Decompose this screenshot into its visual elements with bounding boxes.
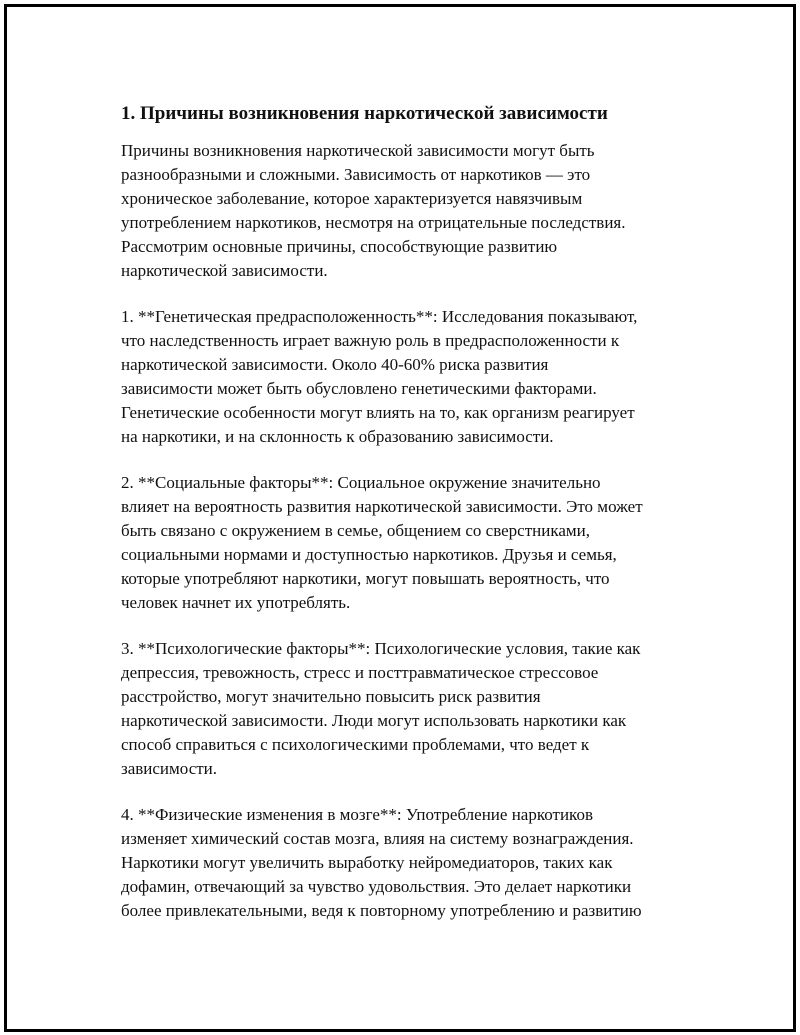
text-line: зависимости. — [121, 759, 218, 778]
section-heading: 1. Причины возникновения наркотической зависимости — [121, 103, 608, 124]
text-line: 4. **Физические изменения в мозге**: Употребление наркотиков — [121, 805, 593, 824]
text-line: зависимости может быть обусловлено генетическими факторами. — [121, 379, 597, 398]
text-line: что наследственность играет важную роль в предрасположенности к — [121, 331, 620, 350]
text-line: способ справиться с психологическими проблемами, что ведет к — [121, 735, 590, 754]
text-line: человек начнет их употреблять. — [121, 593, 351, 612]
text-line: Генетические особенности могут влиять на то, как организм реагирует — [121, 403, 635, 422]
page-frame — [4, 4, 796, 1032]
text-line: дофамин, отвечающий за чувство удовольствия. Это делает наркотики — [121, 877, 632, 896]
text-line: разнообразными и сложными. Зависимость от наркотиков — это — [121, 165, 591, 184]
text-line: изменяет химический состав мозга, влияя на систему вознаграждения. — [121, 829, 634, 848]
text-line: 3. **Психологические факторы**: Психологические условия, такие как — [121, 639, 641, 658]
text-line: Причины возникновения наркотической зависимости могут быть — [121, 141, 595, 160]
text-line: 2. **Социальные факторы**: Социальное окружение значительно — [121, 473, 601, 492]
psychological-factors-paragraph — [121, 637, 697, 781]
document-body — [121, 101, 697, 945]
text-line: которые употребляют наркотики, могут повышать вероятность, что — [121, 569, 610, 588]
text-line: социальными нормами и доступностью наркотиков. Друзья и семья, — [121, 545, 617, 564]
text-line: наркотической зависимости. Люди могут использовать наркотики как — [121, 711, 627, 730]
text-line: расстройство, могут значительно повысить риск развития — [121, 687, 541, 706]
text-line: 1. **Генетическая предрасположенность**: Исследования показывают, — [121, 307, 638, 326]
text-line: депрессия, тревожность, стресс и посттравматическое стрессовое — [121, 663, 599, 682]
text-line: Наркотики могут увеличить выработку нейромедиаторов, таких как — [121, 853, 613, 872]
social-factors-paragraph — [121, 471, 697, 615]
text-line: Рассмотрим основные причины, способствующие развитию — [121, 237, 558, 256]
intro-paragraph — [121, 139, 697, 283]
text-line: быть связано с окружением в семье, общением со сверстниками, — [121, 521, 591, 540]
text-line: употреблением наркотиков, несмотря на отрицательные последствия. — [121, 213, 626, 232]
text-line: наркотической зависимости. — [121, 261, 328, 280]
text-line: влияет на вероятность развития наркотической зависимости. Это может — [121, 497, 643, 516]
text-line: наркотической зависимости. Около 40-60% риска развития — [121, 355, 549, 374]
brain-changes-paragraph — [121, 803, 697, 923]
genetic-factors-paragraph — [121, 305, 697, 449]
text-line: на наркотики, и на склонность к образованию зависимости. — [121, 427, 554, 446]
text-line: хроническое заболевание, которое характеризуется навязчивым — [121, 189, 583, 208]
text-line: более привлекательными, ведя к повторному употреблению и развитию — [121, 901, 642, 920]
